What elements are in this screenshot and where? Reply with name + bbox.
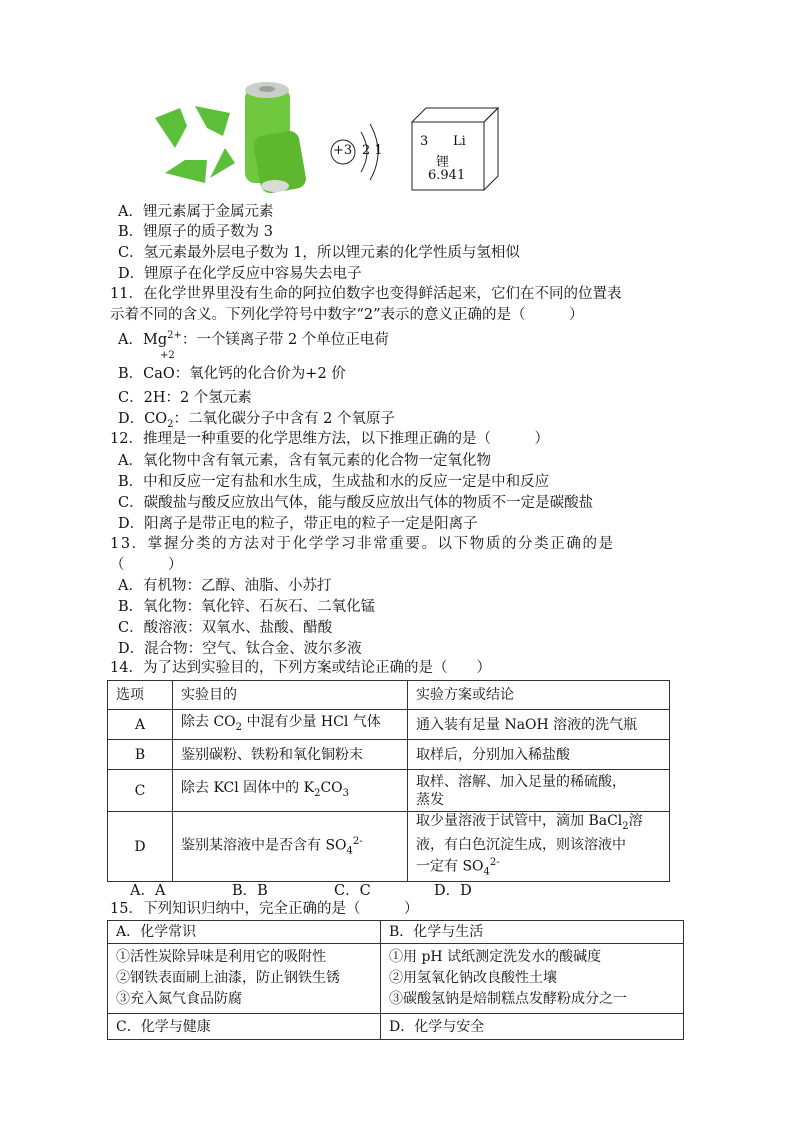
atom-nucleus-label: +3 [333,143,353,158]
q11-option-d: D．$CO_2$：二氧化碳分子中含有 2 个氧原子 [118,411,395,430]
table-row [108,812,670,882]
q14-answer-c: C．C [334,883,371,899]
q14-stem: 14．为了达到实验目的，下列方案或结论正确的是（ ） [110,660,491,676]
q15-stem: 15．下列知识归纳中，完全正确的是（ ） [110,901,419,917]
q13-option-d: D．混合物：空气、钛合金、波尔多液 [118,641,362,657]
row-plan: 取样、溶解、加入足量的稀硫酸， 蒸发 [408,770,670,812]
q12-option-a: A．氧化物中含有氧元素，含有氧元素的化合物一定氧化物 [118,453,491,469]
row-option: C [108,770,173,812]
header-purpose: 实验目的 [173,681,408,710]
recycle-battery-image [135,78,325,196]
table-row [108,944,684,1014]
q12-stem: 12．推理是一种重要的化学思维方法，以下推理正确的是（ ） [110,431,549,447]
q15-d-title: D．化学与安全 [381,1014,684,1040]
q13-option-c: C．酸溶液：双氧水、盐酸、醋酸 [118,620,333,636]
q14-table [107,680,670,882]
q14-answer-a: A．A [130,883,166,899]
q10-option-b: B．锂原子的质子数为 3 [118,224,273,240]
q11-option-b: B．CaO：氧化钙的化合价为+2 价 [118,366,346,382]
row-plan: 通入装有足量 NaOH 溶液的洗气瓶 [408,710,670,740]
q12-option-d: D．阳离子是带正电的粒子，带正电的粒子一定是阳离子 [118,516,478,532]
q15-a-title: A．化学常识 [108,921,381,944]
q12-option-c: C．碳酸盐与酸反应放出气体，能与酸反应放出气体的物质不一定是碳酸盐 [118,495,594,511]
q13-stem-line1: 13．掌握分类的方法对于化学学习非常重要。以下物质的分类正确的是 [110,536,615,552]
row-option: A [108,710,173,740]
q10-option-d: D．锂原子在化学反应中容易失去电子 [118,266,362,282]
q14-answer-b: B．B [232,883,268,899]
table-row [108,740,670,770]
table-header-row [108,681,670,710]
row-plan: 取样后，分别加入稀盐酸 [408,740,670,770]
element-name: 锂 [436,155,450,170]
q13-stem-line2: （ ） [110,557,183,573]
table-row [108,770,670,812]
element-symbol: Li [453,134,466,149]
q12-option-b: B．中和反应一定有盐和水生成，生成盐和水的反应一定是中和反应 [118,474,550,490]
atom-shells-label: 2 1 [362,143,383,158]
row-purpose: 鉴别碳粉、铁粉和氧化铜粉末 [173,740,408,770]
row-purpose: 除去 KCl 固体中的 $K_2CO_3$ [173,770,408,812]
element-mass: 6.941 [428,168,466,183]
header-plan: 实验方案或结论 [408,681,670,710]
q11-stem-line1: 11．在化学世界里没有生命的阿拉伯数字也变得鲜活起来，它们在不同的位置表 [110,286,622,302]
q13-option-a: A．有机物：乙醇、油脂、小苏打 [118,578,332,594]
table-row [108,1014,684,1040]
q11-option-c: C．2H：2 个氢元素 [118,390,252,406]
q11-option-a: A．$Mg^{2+}$：一个镁离子带 2 个单位正电荷 [118,330,389,348]
q15-b-title: B．化学与生活 [381,921,684,944]
q10-option-a: A．锂元素属于金属元素 [118,204,274,220]
q15-table [107,920,684,1040]
q15-b-items: ①用 pH 试纸测定洗发水的酸碱度 ②用氢氧化钠改良酸性土壤 ③碳酸氢钠是焙制糕点发酵粉成分之一 [381,944,684,1014]
q11-option-b-valence: +2 [160,350,175,361]
row-option: B [108,740,173,770]
q15-c-title: C．化学与健康 [108,1014,381,1040]
q13-option-b: B．氧化物：氧化锌、石灰石、二氧化锰 [118,599,376,615]
q15-a-items: ①活性炭除异味是利用它的吸附性 ②钢铁表面刷上油漆，防止钢铁生锈 ③充入氮气食品防腐 [108,944,381,1014]
header-option: 选项 [108,681,173,710]
q14-answer-d: D．D [434,883,472,899]
q11-stem-line2: 示着不同的含义。下列化学符号中数字“2”表示的意义正确的是（ ） [110,307,584,323]
q10-option-c: C．氢元素最外层电子数为 1，所以锂元素的化学性质与氢相似 [118,245,520,261]
row-purpose: 鉴别某溶液中是否含有 $SO_4^{2-}$ [173,812,408,882]
table-row [108,710,670,740]
row-plan: 取少量溶液于试管中，滴加 BaCl$_2$溶 液，有白色沉淀生成，则该溶液中 一定有 $SO_4^{2-}$ [408,812,670,882]
row-option: D [108,812,173,882]
element-atomic-number: 3 [420,134,429,149]
row-purpose: 除去 $CO_2$ 中混有少量 HCl 气体 [173,710,408,740]
table-row [108,921,684,944]
